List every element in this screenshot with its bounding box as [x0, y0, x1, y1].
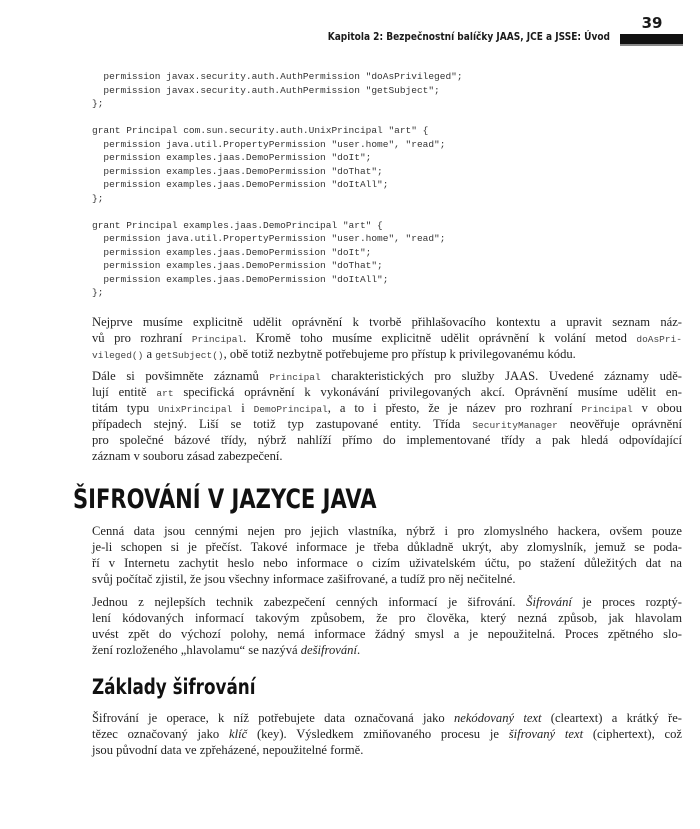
text-run: Šifrování je operace, k níž potřebujete data označovaná jako	[92, 711, 454, 725]
text-line	[92, 610, 682, 626]
text-line	[92, 726, 682, 742]
paragraph-principal-entries	[92, 368, 682, 464]
text-run: jsou původní data ve zpřeházené, nepoužitelné formě.	[92, 743, 364, 757]
inline-code: Principal	[191, 334, 244, 345]
text-run: , a to i přesto, že je název pro rozhraní	[327, 401, 582, 415]
inline-code: doAsPri-	[636, 334, 682, 345]
text-run: v obou	[632, 401, 683, 415]
code-line: grant Principal examples.jaas.DemoPrincipal "art" {	[92, 219, 383, 231]
text-run: Jednou z nejlepších technik zabezpečení cenných informací je šifrování.	[92, 595, 527, 609]
emphasis-term: šifrovaný text	[508, 727, 584, 741]
code-line: permission examples.jaas.DemoPermission "doThat";	[92, 165, 383, 177]
code-line: };	[92, 98, 104, 109]
text-run: a	[143, 347, 156, 361]
text-run: (cleartext) a krátký ře-	[541, 711, 682, 725]
text-line	[92, 626, 682, 642]
page-number-bar	[620, 34, 683, 46]
inline-code: DemoPrincipal	[253, 404, 328, 415]
code-line: permission examples.jaas.DemoPermission "doItAll";	[92, 273, 389, 285]
text-run: titám typu	[92, 401, 159, 415]
text-line	[92, 594, 682, 610]
paragraph-valuable-data	[92, 523, 682, 587]
inline-code: Principal	[581, 404, 633, 415]
inline-code: getSubject()	[155, 350, 224, 361]
text-line	[92, 571, 682, 587]
text-run: svůj počítač zjistil, že jsou všechny informace zašifrované, a tudíž pro něj nečitelné.	[92, 572, 516, 586]
text-run: (key). Výsledkem zmiňovaného procesu je	[247, 727, 509, 741]
text-run: lení kódovaných informací takovým způsobem, že pro člověka, který nezná způsob, jak hlavolam	[92, 611, 682, 625]
paragraph-encryption-basics	[92, 710, 682, 758]
text-run: charakteristických pro služby JAAS. Uvedené záznamy udě-	[320, 369, 683, 383]
text-run: specifická oprávnění k vykonávání privilegovaných akcí. Oprávnění musíme udělit en-	[173, 385, 682, 399]
text-run: je-li schopen si je přečíst. Takové informace je třeba důkladně ukrýt, aby zlomyslník, jemuž se poda-	[92, 540, 682, 554]
section-heading: ŠIFROVÁNÍ V JAZYCE JAVA	[73, 484, 377, 515]
text-run: je proces rozptý-	[571, 595, 682, 609]
text-line	[92, 314, 682, 330]
text-run: Nejprve musíme explicitně udělit oprávnění k tvorbě přihlašovacího kontextu a upravit seznam náz-	[92, 315, 682, 329]
text-run: žení rozloženého „hlavolamu“ se nazývá	[92, 643, 301, 657]
code-line: permission examples.jaas.DemoPermission "doItAll";	[92, 179, 389, 190]
code-line	[92, 111, 463, 125]
text-run: tězec označovaný jako	[92, 727, 229, 741]
text-line	[92, 642, 682, 658]
code-line: permission javax.security.auth.AuthPermission "getSubject";	[92, 84, 440, 96]
page-number: 39	[641, 14, 663, 32]
code-line: };	[92, 287, 104, 298]
text-run: ří v Internetu zachytit heslo nebo informace o cizím uživatelském účtu, po stažení důležitých dat na	[92, 556, 682, 570]
text-line	[92, 416, 682, 432]
text-run: Cenná data jsou cennými nejen pro jejich vlastníka, nýbrž i pro zlomyslného hackera, ovšem pouze	[92, 524, 682, 538]
inline-code: SecurityManager	[472, 420, 558, 431]
text-line	[92, 539, 682, 555]
text-run: . Kromě toho musíme explicitně udělit oprávnění k volání metod	[243, 331, 637, 345]
code-line	[92, 205, 463, 219]
running-head: Kapitola 2: Bezpečnostní balíčky JAAS, JCE a JSSE: Úvod	[327, 30, 610, 43]
text-run: (ciphertext), což	[583, 727, 682, 741]
inline-code: UnixPrincipal	[158, 404, 233, 415]
code-line: permission examples.jaas.DemoPermission "doThat";	[92, 260, 383, 271]
text-line	[92, 368, 682, 384]
text-line	[92, 330, 682, 346]
text-run: uvést zpět do výchozí polohy, nemá informace žádný smysl a je nepoužitelná. Proces zpětného slo-	[92, 627, 682, 641]
text-line	[92, 346, 682, 362]
text-run: neověřuje oprávnění	[557, 417, 682, 431]
text-run: záznam v souboru zásad zabezpečení.	[92, 449, 283, 463]
code-line: permission examples.jaas.DemoPermission "doIt";	[92, 246, 372, 258]
text-run: .	[356, 643, 361, 657]
code-line: };	[92, 192, 104, 204]
inline-code: Principal	[269, 372, 321, 383]
text-run: případech stejný. Liší se totiž typ zastupované entity. Třída	[92, 417, 473, 431]
code-line: permission java.util.PropertyPermission "user.home", "read";	[92, 138, 446, 150]
text-run: Dále si povšimněte záznamů	[92, 369, 270, 383]
text-run: i	[232, 401, 254, 415]
inline-code: vileged()	[92, 350, 144, 361]
text-line	[92, 448, 682, 464]
text-line	[92, 384, 682, 400]
text-line	[92, 523, 682, 539]
subsection-heading: Základy šifrování	[92, 675, 256, 699]
code-line: grant Principal com.sun.security.auth.UnixPrincipal "art" {	[92, 125, 429, 136]
text-run: , obě totiž nezbytně potřebujeme pro přístup k privilegovanému kódu.	[223, 347, 576, 361]
text-line	[92, 400, 682, 416]
text-run: vů pro rozhraní	[92, 331, 192, 345]
code-line: permission examples.jaas.DemoPermission "doIt";	[92, 152, 372, 163]
emphasis-term: nekódovaný text	[453, 711, 542, 725]
text-line	[92, 432, 682, 448]
text-line	[92, 555, 682, 571]
paragraph-principal-intro	[92, 314, 682, 362]
code-listing	[92, 70, 463, 300]
text-line	[92, 742, 682, 758]
code-line: permission java.util.PropertyPermission "user.home", "read";	[92, 233, 446, 244]
text-line	[92, 710, 682, 726]
emphasis-term: dešifrování	[300, 643, 357, 657]
paragraph-encryption-definition	[92, 594, 682, 658]
code-line: permission javax.security.auth.AuthPermission "doAsPrivileged";	[92, 71, 463, 82]
text-run: lují entitě	[92, 385, 157, 399]
emphasis-term: klíč	[228, 727, 248, 741]
emphasis-term: Šifrování	[526, 595, 572, 609]
inline-code: art	[156, 388, 174, 399]
text-run: pro společné bázové třídy, nýbrž nahlíží přímo do implementované třídy a pak hledá odpovídající	[92, 433, 682, 447]
